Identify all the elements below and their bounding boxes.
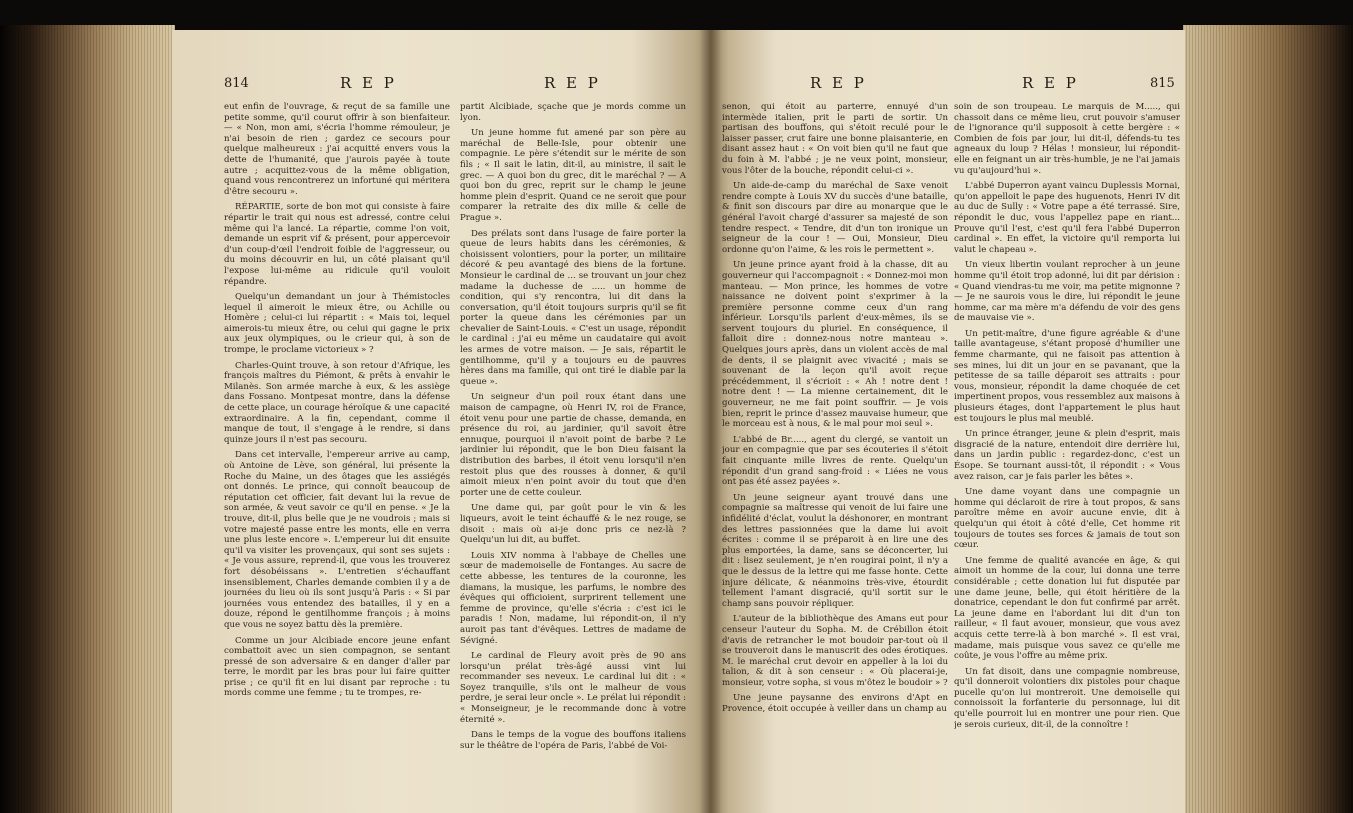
paragraph: senon, qui étoit au parterre, ennuyé d'un intermède italien, prit le parti de sortir. Un partisan des bouffons, qui s'étoit reculé pour le laisser passer, crut faire une bonne plaisanterie, en disant assez haut : « On voit bien qu'il ne faut que du foin à M. l'abbé ; je ne veux point, monsieur, vous l'ôter de la bouche, répondit celui-ci ». bbox=[722, 102, 948, 176]
paragraph: Comme un jour Alcibiade encore jeune enfant combattoit avec un sien compagnon, se sentant pressé de son adversaire & en danger d'aller par terre, le mordit par les bras pour lui faire quitter prise ; ce qu'il fit en lui disant par reproche : tu mords comme une femme ; tu te trompes, re- bbox=[224, 635, 450, 699]
paragraph: Un seigneur d'un poil roux étant dans une maison de campagne, où Henri IV, roi de France, étoit venu pour une partie de chasse, demanda, en présence du roi, au jardinier, qu'il savoit être ennuque, pourquoi il n'avoit point de barbe ? Le jardinier lui répondit, que le bon Dieu faisant la distribution des barbes, il étoit venu lorsqu'il n'en restoit plus que des rousses à donner, & qu'il aimoit mieux n'en point avoir du tout que d'en porter une de cette couleur. bbox=[460, 392, 686, 498]
left-page-column-1 bbox=[224, 102, 450, 813]
paragraph: Charles-Quint trouve, à son retour d'Afrique, les françois maîtres du Piémont, & prêts à envahir le Milanès. Son armée marche à eux, & les assiège dans Fossano. Montpesat montre, dans la défense de cette place, un courage héroïque & une capacité extraordinaire. A la fin, cependant, comme il manque de tout, il s'engage à le rendre, si dans quinze jours il n'est pas secouru. bbox=[224, 360, 450, 445]
paragraph: Un jeune seigneur ayant trouvé dans une compagnie sa maîtresse qui venoit de lui faire une infidélité d'éclat, voulut la déshonorer, en montrant des lettres passionnées que la dame lui avoit écrites : comme il se préparoit à en lire une des plus emportées, la dame, sans se déconcerter, lui dit : lisez seulement, je n'en rougirai point, il n'y a que le dessus de la lettre qui me fasse honte. Cette injure délicate, & néanmoins très-vive, étourdit tellement l'amant disgracié, qu'il sortit sur le champ sans pouvoir répliquer. bbox=[722, 492, 948, 609]
paragraph: Des prélats sont dans l'usage de faire porter la queue de leurs habits dans les cérémonies, & choisissent volontiers, pour la porter, un militaire décoré & peu avantagé des biens de la fortune. Monsieur le cardinal de ... se trouvant un jour chez madame la duchesse de ..... un homme de condition, qui s'y rencontra, lui dit dans la conversation, qu'il étoit toujours surpris qu'il se fit porter la queue dans les cérémonies par un chevalier de Saint-Louis. « C'est un usage, répondit le cardinal : j'ai eu même un caudataire qui avoit les armes de votre maison. — Je sais, répartit le gentilhomme, qu'il y a toujours eu de pauvres hères dans ma famille, qui ont tiré le diable par la queue ». bbox=[460, 228, 686, 387]
paragraph: partit Alcibiade, sçache que je mords comme un lyon. bbox=[460, 102, 686, 123]
running-head-right-col1: R E P bbox=[810, 74, 867, 92]
paragraph: L'abbé de Br....., agent du clergé, se vantoit un jour en compagnie que par ses écouteries il s'étoit fait cinquante mille livres de rente. Quelqu'un répondit d'un grand sang-froid : « Liées ne vous ont pas été assez payées ». bbox=[722, 434, 948, 488]
book-fore-edge-right bbox=[1183, 25, 1353, 813]
paragraph: Une dame qui, par goût pour le vin & les liqueurs, avoit le teint échauffé & le nez rouge, se disoit : mais où ai-je donc pris ce nez-là ? Quelqu'un lui dit, au buffet. bbox=[460, 503, 686, 546]
paragraph: Une dame voyant dans une compagnie un homme qui déclaroit de rire à tout propos, & sans paroître même en avoir aucune envie, dit à quelqu'un qui étoit à côté d'elle, Cet homme rit toujours de toutes ses forces & jamais de tout son cœur. bbox=[954, 487, 1180, 551]
paragraph: Un fat disoit, dans une compagnie nombreuse, qu'il donneroit volontiers dix pistoles pour chaque pucelle qu'on lui montreroit. Une demoiselle qui connoissoit la forfanterie du personnage, lui dit qu'elle pourroit lui en montrer une pour rien. Que je serois curieux, dit-il, de la connoître ! bbox=[954, 666, 1180, 730]
left-page bbox=[172, 30, 712, 813]
page-number-left: 814 bbox=[224, 76, 249, 91]
paragraph: Louis XIV nomma à l'abbaye de Chelles une sœur de mademoiselle de Fontanges. Au sacre de cette abbesse, les tentures de la couronne, les diamans, la musique, les parfums, le nombre des évêques qui officioient, surprirent tellement une femme de province, qu'elle s'écria : c'est ici le paradis ! Non, madame, lui répondit-on, il n'y auroit pas tant d'évêques. Lettres de madame de Sévigné. bbox=[460, 550, 686, 646]
paragraph: Un vieux libertin voulant reprocher à un jeune homme qu'il étoit trop adonné, lui dit par dérision : « Quand viendras-tu me voir, ma petite mignonne ? — Je ne saurois vous le dire, lui répondit le jeune homme, car ma mère m'a défendu de voir des gens de mauvaise vie ». bbox=[954, 260, 1180, 324]
right-page-column-1 bbox=[722, 102, 948, 813]
left-page-column-2 bbox=[460, 102, 686, 813]
paragraph: L'abbé Duperron ayant vaincu Duplessis Mornai, qu'on appelloit le pape des huguenots, Henri IV dit au duc de Sully : « Votre pape a été terrassé. Sire, répondit le duc, vous l'appellez pape en riant... Prouve qu'il l'est, c'est qu'il fera l'abbé Duperron cardinal ». En effet, la victoire qu'il remporta lui valut le chapeau ». bbox=[954, 181, 1180, 255]
paragraph: Un prince étranger, jeune & plein d'esprit, mais disgracié de la nature, entendoit dire derrière lui, dans un jardin public : regardez-donc, c'est un Ésope. Se tournant aussi-tôt, il répondit : « Vous avez raison, car je fais parler les bêtes ». bbox=[954, 429, 1180, 482]
paragraph: Dans cet intervalle, l'empereur arrive au camp, où Antoine de Lève, son général, lui présente la Roche du Maine, un des ôtages que les assiégés ont donnés. Le prince, qui connoît beaucoup de réputation cet officier, fait devant lui la revue de son armée, & veut savoir ce qu'il en pense. « Je la trouve, dit-il, plus belle que je ne voudrois ; mais si votre majesté passe entre les monts, elle en verra une plus leste encore ». L'empereur lui dit ensuite qu'il va visiter les provençaux, qui sont ses sujets : « Je vous assure, reprend-il, que vous les trouverez fort désobéissans ». L'entretien s'échauffant insensiblement, Charles demande combien il y a de journées du lieu où ils sont jusqu'à Paris : « Si par journées vous entendez des batailles, il y en a douze, répond le gentilhomme françois ; à moins que vous ne soyez battu dès la première. bbox=[224, 450, 450, 630]
book-gutter bbox=[700, 30, 722, 813]
right-page-column-2 bbox=[954, 102, 1180, 813]
paragraph: Quelqu'un demandant un jour à Thémistocles lequel il aimeroit le mieux être, ou Achille ou Homère ; celui-ci lui répartit : « Mais toi, lequel aimerois-tu mieux être, ou celui qui gagne le prix aux jeux olympiques, ou le crieur qui, à son de trompe, le proclame victorieux » ? bbox=[224, 292, 450, 356]
paragraph: Un jeune prince ayant froid à la chasse, dit au gouverneur qui l'accompagnoit : « Donnez-moi mon manteau. — Mon prince, les hommes de votre naissance ne doivent point s'exprimer à la première personne comme ceux d'un rang inférieur. Lorsqu'ils parlent d'eux-mêmes, ils se servent toujours du pluriel. En conséquence, il falloit dire : donnez-nous notre manteau ». Quelques jours après, dans un violent accès de mal de dents, il se plaignit avec vivacité ; mais se souvenant de la leçon qu'il avoit reçue précédemment, il s'écrioit : « Ah ! notre dent ! notre dent ! — La mienne certainement, dit le gouverneur, ne me fait point souffrir. — Je vois bien, reprit le prince d'assez mauvaise humeur, que le morceau est à nous, & le mal pour moi seul ». bbox=[722, 260, 948, 430]
paragraph: Dans le temps de la vogue des bouffons italiens sur le théâtre de l'opéra de Paris, l'abbé de Voi- bbox=[460, 730, 686, 751]
paragraph: Une jeune paysanne des environs d'Apt en Provence, étoit occupée à veiller dans un champ au bbox=[722, 693, 948, 715]
paragraph: soin de son troupeau. Le marquis de M....., qui chassoit dans ce même lieu, crut pouvoir s'amuser de l'ignorance qu'il supposoit à cette bergère : « Combien de fois par jour, lui dit-il, défends-tu tes agneaux du loup ? Hélas ! monsieur, lui répondit-elle en feignant un air très-humble, je ne l'ai jamais vu qu'aujourd'hui ». bbox=[954, 102, 1180, 176]
paragraph: Un petit-maître, d'une figure agréable & d'une taille avantageuse, s'étant proposé d'humilier une femme charmante, qui ne faisoit pas attention à ses mines, lui dit un jour en se pavanant, que la petitesse de sa taille déparoit ses attraits : pour vous, monsieur, répondit la dame choquée de cet impertinent propos, vous ressemblez aux maisons à plusieurs étages, dont l'appartement le plus haut est toujours le plus mal meublé. bbox=[954, 328, 1180, 424]
paragraph: Un jeune homme fut amené par son père au maréchal de Belle-Isle, pour obtenir une compagnie. Le père s'étendit sur le mérite de son fils ; « Il sait le latin, dit-il, au ministre, il sait le grec. — A quoi bon du grec, dit le maréchal ? — A quoi bon du grec, reprit sur le champ le jeune homme plein d'esprit. Quand ce ne seroit que pour comparer la retraite des dix mille & celle de Prague ». bbox=[460, 128, 686, 223]
paragraph: eut enfin de l'ouvrage, & reçut de sa famille une petite somme, qu'il courut offrir à son bienfaiteur. — « Non, mon ami, s'écria l'homme rémouleur, je n'ai besoin de rien ; gardez ce secours pour quelque malheureux : j'ai acquitté envers vous la dette de l'humanité, que j'aurois payée à toute autre ; acquittez-vous de la même obligation, quand vous rencontrerez un infortuné qui méritera d'être secouru ». bbox=[224, 102, 450, 197]
book-fore-edge-left bbox=[0, 25, 175, 813]
running-head-left-col1: R E P bbox=[340, 74, 397, 92]
right-page bbox=[710, 30, 1185, 813]
paragraph: RÉPARTIE, sorte de bon mot qui consiste à faire répartir le trait qui nous est adressé, contre celui même qui l'a lancé. La répartie, comme l'on voit, demande un esprit vif & présent, pour appercevoir d'un coup-d'œil l'endroit foible de l'aggresseur, ou du moins découvrir en lui, un côté plaisant qu'il l'expose lui-même au ridicule qu'il vouloit répandre. bbox=[224, 202, 450, 287]
page-number-right: 815 bbox=[1150, 76, 1175, 91]
running-head-left-col2: R E P bbox=[544, 74, 601, 92]
running-head-right-col2: R E P bbox=[1022, 74, 1079, 92]
paragraph: L'auteur de la bibliothèque des Amans eut pour censeur l'auteur du Sopha. M. de Crébillon étoit d'avis de retrancher le mot boudoir par-tout où il se trouveroit dans le manuscrit des odes érotiques. M. le maréchal crut devoir en appeller à la loi du talion, & dit à son censeur : « Où placerai-je, monsieur, votre sopha, si vous m'ôtez le boudoir » ? bbox=[722, 614, 948, 688]
paragraph: Une femme de qualité avancée en âge, & qui aimoit un homme de la cour, lui donna une terre considérable ; cette donation lui fut disputée par une dame jeune, belle, qui étoit héritière de la donatrice, cependant le don fut confirmé par arrêt. La jeune dame en l'abordant lui dit d'un ton railleur, « Il faut avouer, monsieur, que vous avez acquis cette terre-là à bon marché ». Il est vrai, madame, mais puisque vous savez ce qu'elle me coûte, je vous l'offre au même prix. bbox=[954, 555, 1180, 662]
paragraph: Un aide-de-camp du maréchal de Saxe venoit rendre compte à Louis XV du succès d'une bataille, & finit son discours par dire au monarque que le général l'avoit chargé d'assurer sa majesté de son tendre respect. « Tendre, dit d'un ton ironique un seigneur de la cour ! — Oui, Monsieur, Dieu ordonne qu'on l'aime, & les rois le permettent ». bbox=[722, 181, 948, 255]
paragraph: Le cardinal de Fleury avoit près de 90 ans lorsqu'un prélat très-âgé aussi vint lui recommander ses neveux. Le cardinal lui dit : « Soyez tranquille, s'ils ont le malheur de vous perdre, je serai leur oncle ». Le prélat lui répondit : « Monseigneur, je le recommande donc à votre éternité ». bbox=[460, 651, 686, 725]
